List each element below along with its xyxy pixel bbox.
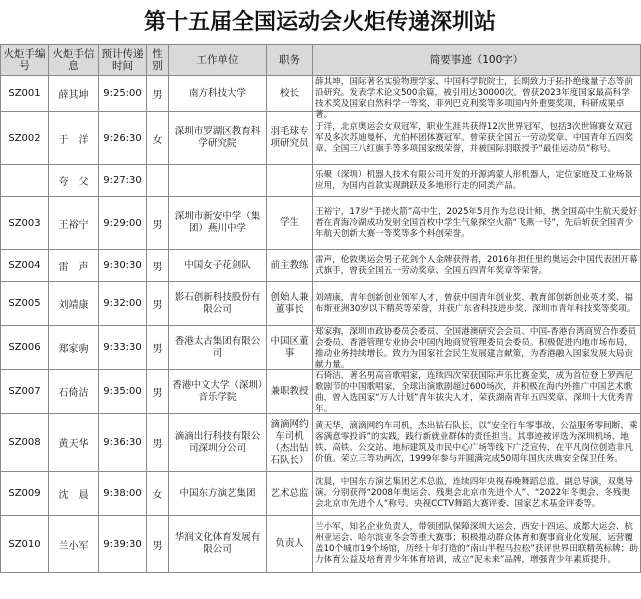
- cell-position: [267, 112, 313, 165]
- table-row: [1, 250, 641, 282]
- cell-unit: [169, 112, 267, 165]
- unit-text: 深圳市新安中学（集团）燕川中学: [174, 211, 261, 234]
- table-row: [1, 472, 641, 516]
- cell-name: [49, 326, 99, 370]
- cell-id: [1, 76, 49, 112]
- desc-text: 黄天华，滴滴网约车司机，杰出钻石队长，以“安全行车零事故、公益服务零间断、乘客满意零投诉”的实践，践行新就业群体的责任担当。其事迹被评选为深圳机场、地铁、高铁、公交站、地标建筑及市民中心广场等线下广泛宣传，在平凡岗位创造非凡价值。荣立三等功两次，1999年参与并圆满完成50周年国庆庆典安全保卫任务。: [315, 420, 638, 464]
- gender-text: 男: [152, 439, 163, 450]
- cell-unit: [169, 282, 267, 326]
- cell-name: [49, 472, 99, 516]
- table-row: [1, 282, 641, 326]
- time-text: 9:36:30: [103, 437, 142, 448]
- time-text: 9:33:30: [103, 342, 142, 353]
- cell-position: [267, 414, 313, 472]
- name-text: 雷 声: [58, 262, 89, 273]
- desc-text: 于洋，北京奥运会女双冠军，职业生涯共获得12次世界冠军，包括3次世锦赛女双冠军及多次苏迪曼杯、尤伯杯团体赛冠军。曾荣获全国五一劳动奖章、中国青年五四奖章、全国三八红旗手等多项国家级荣誉，并被国际羽联授予“最佳运动员”称号。: [315, 121, 633, 154]
- cell-unit: [169, 197, 267, 250]
- unit-text: 滴滴出行科技有限公司深圳分公司: [174, 430, 261, 454]
- name-text: 薛其坤: [58, 90, 89, 101]
- cell-unit: [169, 250, 267, 282]
- name-text: 于 洋: [58, 134, 89, 146]
- cell-position: [267, 326, 313, 370]
- cell-time: [99, 197, 147, 250]
- cell-gender: [147, 76, 169, 112]
- table-row: [1, 197, 641, 250]
- cell-position: [267, 370, 313, 414]
- cell-name: [49, 197, 99, 250]
- unit-text: 南方科技大学: [188, 87, 246, 99]
- cell-time: [99, 414, 147, 472]
- desc-text: 兰小军，知名企业负责人，带领团队保障深圳大运会、西安十四运、成都大运会、杭州亚运会、哈尔滨亚冬会等重大赛事；积极推动群众体育和赛事商业化发展，运营覆盖10个城市19个场馆，历经十年打造的“南山半程马拉松”获评世界田联精英标牌；助力体育公益及培育青少年体育培训，成立“泥未来”品牌，增强青少年素质提升。: [315, 522, 638, 565]
- header-position: 职务: [267, 45, 313, 76]
- table-row: [1, 516, 641, 573]
- cell-unit: [169, 165, 267, 197]
- header-desc: 简要事迹（100字）: [313, 45, 641, 76]
- cell-id: [1, 370, 49, 414]
- page-title: 第十五届全国运动会火炬传递深圳站: [143, 9, 496, 35]
- cell-time: [99, 472, 147, 516]
- time-text: 9:39:30: [103, 538, 142, 550]
- cell-id: [1, 472, 49, 516]
- cell-position: [267, 472, 313, 516]
- cell-gender: [147, 326, 169, 370]
- header-time: 预计传递时间: [99, 45, 147, 76]
- cell-id: [1, 282, 49, 326]
- cell-desc: [313, 414, 641, 472]
- cell-desc: [313, 250, 641, 282]
- cell-desc: [313, 165, 641, 197]
- id-text: SZ009: [8, 488, 41, 499]
- header-gender: 性别: [147, 45, 169, 76]
- cell-gender: [147, 250, 169, 282]
- position-text: 前主教练: [270, 259, 309, 271]
- id-text: SZ004: [8, 260, 41, 271]
- time-text: 9:35:00: [103, 386, 142, 397]
- table-row: [1, 165, 641, 197]
- cell-position: [267, 76, 313, 112]
- position-text: 艺术总监: [270, 487, 309, 499]
- cell-id: [1, 414, 49, 472]
- cell-time: [99, 326, 147, 370]
- gender-text: 男: [152, 219, 163, 231]
- table-row: [1, 326, 641, 370]
- header-unit: 工作单位: [169, 45, 267, 76]
- cell-gender: [147, 370, 169, 414]
- torchbearer-table: [0, 44, 641, 573]
- time-text: 9:38:00: [103, 488, 142, 499]
- id-text: SZ008: [8, 437, 41, 448]
- desc-text: 雷声，伦敦奥运会男子花剑个人金牌获得者，2016年担任里约奥运会中国代表团开幕式旗手，曾获全国五一劳动奖章、全国五四青年奖章等荣誉。: [315, 254, 638, 276]
- desc-text: 王裕宁，17岁“手搓火箭”高中生，2025年5月作为总设计师，携全国高中生航天爱好者在青海冷湖成功发射全国首枚中学生气象探空火箭“飞燕一号”，先后斩获全国青少年航天创新大赛一等奖等多个科创荣誉。: [315, 206, 638, 239]
- table-row: [1, 414, 641, 472]
- cell-name: [49, 112, 99, 165]
- cell-gender: [147, 197, 169, 250]
- cell-name: [49, 250, 99, 282]
- unit-text: 深圳市罗湖区教育科学研究院: [174, 126, 261, 149]
- cell-id: [1, 197, 49, 250]
- cell-gender: [147, 165, 169, 197]
- name-text: 石倚洁: [58, 388, 89, 399]
- cell-desc: [313, 516, 641, 573]
- cell-time: [99, 112, 147, 165]
- desc-text: 薛其坤，国际著名实验物理学家、中国科学院院士，长期致力于拓扑绝缘量子态等前沿研究。发表学术论文500余篇，被引用达30000次。曾获2023年度国家最高科学技术奖及国家自然科学一等奖、菲列巴克利奖等多项国内外重要奖项，科研成果卓著。: [315, 76, 633, 120]
- position-text: 创始人兼董事长: [270, 291, 309, 315]
- gender-text: 男: [152, 300, 163, 311]
- desc-text: 石倚洁，著名男高音歌唱家，连续四次荣获国际声乐比赛金奖，成为首位登上罗西尼歌剧节的中国歌唱家，全球出演歌剧超过600场次，并积极在海内外推广中国艺术歌曲，曾入选国家“万人计划”青年拔尖人才，荣获湖南青年五四奖章、深圳十大优秀青年。: [315, 370, 634, 414]
- name-text: 黄天华: [58, 439, 89, 450]
- gender-text: 男: [152, 540, 163, 552]
- cell-name: [49, 370, 99, 414]
- cell-id: [1, 250, 49, 282]
- name-text: 夸 父: [58, 177, 89, 188]
- name-text: 兰小军: [58, 540, 89, 552]
- cell-gender: [147, 112, 169, 165]
- id-text: SZ006: [8, 342, 41, 353]
- position-text: 中国区董事: [270, 335, 309, 359]
- position-text: 学生: [279, 217, 299, 228]
- cell-desc: [313, 370, 641, 414]
- cell-gender: [147, 414, 169, 472]
- cell-name: [49, 165, 99, 197]
- unit-text: 香港太古集团有限公司: [174, 335, 261, 359]
- unit-text: 中国东方演艺集团: [179, 487, 256, 499]
- id-text: SZ003: [8, 217, 41, 229]
- time-text: 9:30:30: [103, 260, 142, 271]
- cell-gender: [147, 472, 169, 516]
- table-row: [1, 76, 641, 112]
- header-name: 火炬手信息: [49, 45, 99, 76]
- cell-position: [267, 282, 313, 326]
- cell-time: [99, 282, 147, 326]
- cell-name: [49, 282, 99, 326]
- cell-time: [99, 76, 147, 112]
- name-text: 沈 晨: [58, 490, 89, 501]
- cell-unit: [169, 516, 267, 573]
- cell-name: [49, 414, 99, 472]
- gender-text: 男: [152, 344, 163, 355]
- cell-unit: [169, 370, 267, 414]
- time-text: 9:27:30: [103, 175, 142, 186]
- cell-position: [267, 250, 313, 282]
- cell-time: [99, 250, 147, 282]
- time-text: 9:25:00: [103, 88, 142, 99]
- position-text: 负责人: [275, 538, 304, 549]
- desc-text: 乐聚（深圳）机器人技术有限公司开发的开源鸿蒙人形机器人，定位家庭及工业场景应用，为国内首款实现跳跃及多地形行走的同类产品。: [315, 169, 633, 191]
- gender-text: 男: [152, 262, 163, 273]
- cell-name: [49, 516, 99, 573]
- name-text: 刘靖康: [58, 300, 89, 311]
- position-text: 滴滴网约车司机（杰出钻石队长）: [270, 418, 309, 466]
- cell-desc: [313, 472, 641, 516]
- cell-position: [267, 165, 313, 197]
- cell-desc: [313, 112, 641, 165]
- position-text: 兼职教授: [270, 385, 309, 397]
- cell-time: [99, 370, 147, 414]
- header-id: 火炬手编号: [1, 45, 49, 76]
- cell-position: [267, 516, 313, 573]
- unit-text: 华润文化体育发展有限公司: [174, 532, 261, 555]
- unit-text: 影石创新科技股份有限公司: [174, 291, 261, 315]
- unit-text: 中国女子花剑队: [184, 259, 251, 271]
- cell-unit: [169, 326, 267, 370]
- gender-text: 男: [152, 388, 163, 399]
- cell-unit: [169, 414, 267, 472]
- name-text: 郑家驹: [58, 344, 89, 355]
- cell-id: [1, 112, 49, 165]
- unit-text: 香港中文大学（深圳）音乐学院: [172, 379, 263, 403]
- id-text: SZ001: [8, 88, 41, 99]
- time-text: 9:26:30: [103, 132, 142, 144]
- desc-text: 刘靖康，青年创新创业领军人才，曾获中国青年创业奖、教育部创新创业英才奖、福布斯亚洲30岁以下精英等荣誉，并获广东省科技进步奖、深圳市青年科技奖等奖项。: [315, 292, 636, 314]
- table-header-row: [1, 45, 641, 76]
- cell-time: [99, 165, 147, 197]
- cell-gender: [147, 516, 169, 573]
- gender-text: 女: [152, 134, 163, 146]
- time-text: 9:32:00: [103, 298, 142, 309]
- position-text: 校长: [279, 87, 299, 99]
- id-text: SZ005: [8, 298, 41, 309]
- position-text: 羽毛球专项研究员: [270, 126, 309, 149]
- cell-id: [1, 326, 49, 370]
- cell-time: [99, 516, 147, 573]
- cell-desc: [313, 197, 641, 250]
- cell-desc: [313, 326, 641, 370]
- gender-text: 女: [152, 490, 163, 501]
- id-text: SZ002: [8, 132, 41, 144]
- cell-desc: [313, 282, 641, 326]
- desc-text: 郑家驹，深圳市政协委员会委员、全国港澳研究会会员、中国-香港台湾商贸合作委员会委员、香港管理专业协会中国内地商贸管理委员会委员。积极促进内地市场布局，推动业务持续增长。致力为国家社会民生发展建言献策，为香港融入国家发展大局贡献力量。: [315, 326, 637, 370]
- id-text: SZ010: [8, 538, 41, 550]
- time-text: 9:29:00: [103, 217, 142, 229]
- desc-text: 沈晨，中国东方演艺集团艺术总监，连续四年央视春晚舞蹈总监，副总导演，双奥导演，分别获得“2008年奥运会、残奥会北京市先进个人”、“2022年冬奥会、冬残奥会北京市先进个人”称号。央视CCTV舞蹈大赛评委、国家艺术基金评委等。: [315, 477, 633, 509]
- cell-unit: [169, 472, 267, 516]
- cell-id: [1, 165, 49, 197]
- cell-name: [49, 76, 99, 112]
- cell-position: [267, 197, 313, 250]
- cell-gender: [147, 282, 169, 326]
- cell-desc: [313, 76, 641, 120]
- table-row: [1, 370, 641, 414]
- cell-id: [1, 516, 49, 573]
- gender-text: 男: [152, 90, 163, 101]
- id-text: SZ007: [8, 386, 41, 397]
- name-text: 王裕宁: [58, 219, 89, 231]
- cell-unit: [169, 76, 267, 112]
